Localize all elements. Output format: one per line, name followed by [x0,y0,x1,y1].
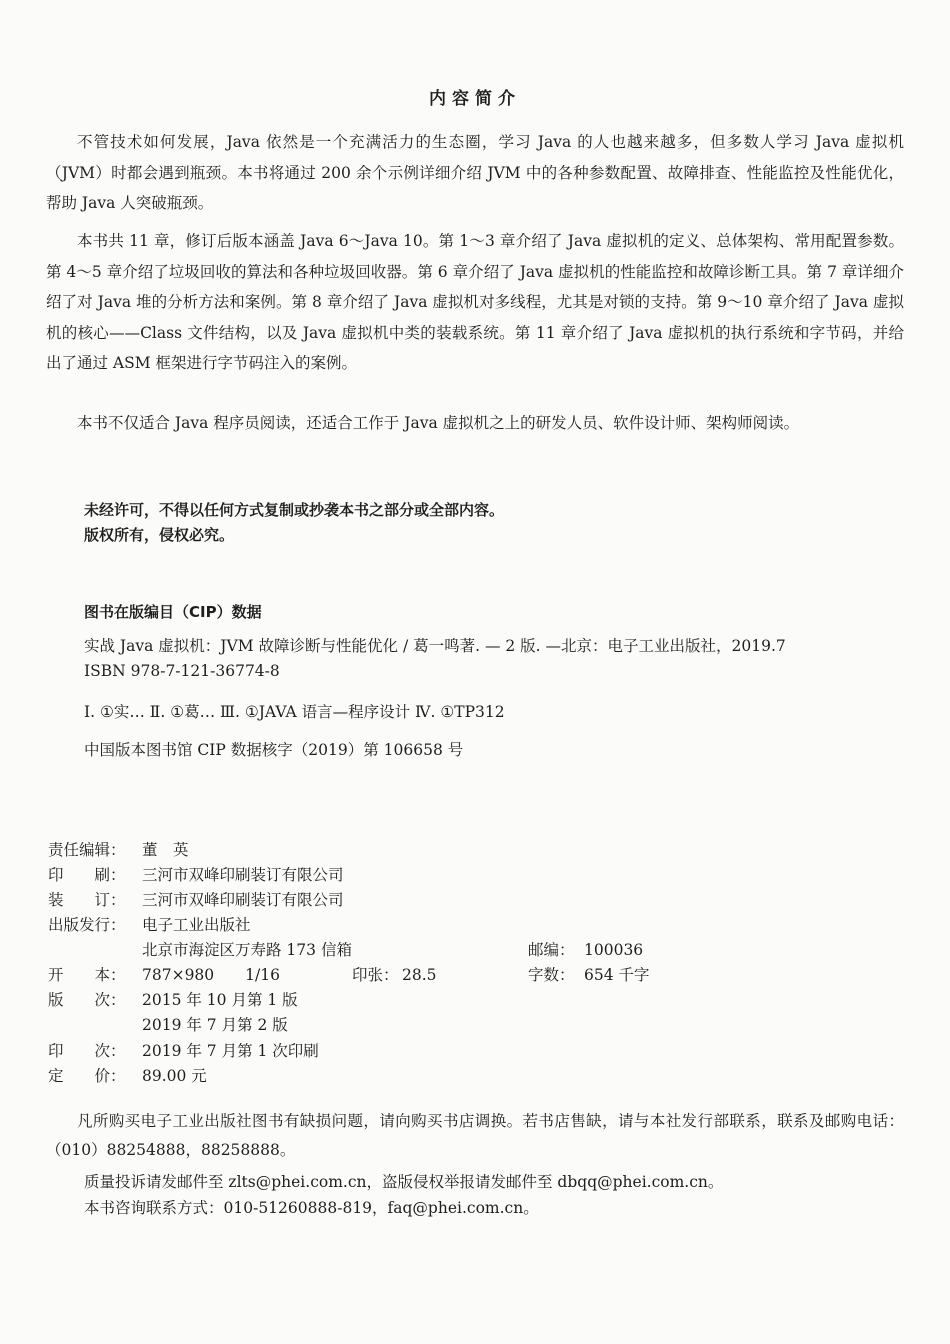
price-label: 定 价： [48,1067,126,1085]
format-label: 开 本： [48,966,126,984]
copyright-rights: 版权所有，侵权必究。 [84,526,235,544]
edition-second: 2019 年 7 月第 2 版 [142,1016,288,1034]
printer-label: 印 刷： [48,866,126,884]
binder-label: 装 订： [48,891,126,909]
printing-label: 印 次： [48,1042,126,1060]
publisher-label: 出版发行： [48,916,126,934]
editor-value: 董 英 [142,841,189,859]
intro-paragraph-1: 不管技术如何发展，Java 依然是一个充满活力的生态圈，学习 Java 的人也越来越多，但多数人学习 Java 虚拟机（JVM）时都会遇到瓶颈。本书将通过 200 余个示例详细介绍 JVM 中的各种参数配置、故障排查、性能监控及性能优化，帮助 Java 人突破瓶颈。 [46,133,904,213]
cip-record: 实战 Java 虚拟机：JVM 故障诊断与性能优化 / 葛一鸣著. — 2 版. —北京：电子工业出版社，2019.7 [84,637,786,655]
page-title: 内容简介 [429,89,521,109]
cip-classification: Ⅰ. ①实… Ⅱ. ①葛… Ⅲ. ①JAVA 语言—程序设计 Ⅳ. ①TP312 [84,703,505,721]
publisher-value: 电子工业出版社 [142,916,251,934]
consult-contact: 本书咨询联系方式：010-51260888-819，faq@phei.com.cn。 [84,1199,539,1217]
cip-number: 中国版本图书馆 CIP 数据核字（2019）第 106658 号 [84,741,464,759]
price-value: 89.00 元 [142,1067,207,1085]
printer-value: 三河市双峰印刷装订有限公司 [142,866,344,884]
complaints-contact: 质量投诉请发邮件至 zlts@phei.com.cn，盗版侵权举报请发邮件至 dbqq@phei.com.cn。 [84,1173,724,1191]
edition-first: 2015 年 10 月第 1 版 [142,991,298,1009]
binder-value: 三河市双峰印刷装订有限公司 [142,891,344,909]
sheets-label: 印张： [352,966,399,984]
words-value: 654 千字 [584,966,650,984]
edition-label: 版 次： [48,991,126,1009]
copyright-notice: 未经许可，不得以任何方式复制或抄袭本书之部分或全部内容。 [84,501,505,519]
intro-paragraph-2: 本书共 11 章，修订后版本涵盖 Java 6～Java 10。第 1～3 章介绍了 Java 虚拟机的定义、总体架构、常用配置参数。第 4～5 章介绍了垃圾回收的算法和各种垃圾回收器。第 6 章介绍了 Java 虚拟机的性能监控和故障诊断工具。第 7 章详细介绍了对 Java 堆的分析方法和案例。第 8 章介绍了 Java 虚拟机对多线程，尤其是对锁的支持。第 9～10 章介绍了 Java 虚拟机的核心——Class 文件结构，以及 Java 虚拟机中类的装载系统。第 11 章介绍了 Java 虚拟机的执行系统和字节码，并给出了通过 ASM 框架进行字节码注入的案例。 [46,232,904,373]
publisher-address: 北京市海淀区万寿路 173 信箱 [142,941,352,959]
words-label: 字数： [528,966,575,984]
format-value: 787×980 1/16 [142,966,280,984]
printing-value: 2019 年 7 月第 1 次印刷 [142,1042,319,1060]
cip-isbn: ISBN 978-7-121-36774-8 [84,662,280,680]
cip-heading: 图书在版编目（CIP）数据 [84,603,262,621]
sheets-value: 28.5 [402,966,437,984]
intro-paragraph-3: 本书不仅适合 Java 程序员阅读，还适合工作于 Java 虚拟机之上的研发人员、软件设计师、架构师阅读。 [77,414,800,432]
postcode-label: 邮编： [528,941,575,959]
postcode-value: 100036 [584,941,644,959]
purchase-notice: 凡所购买电子工业出版社图书有缺损问题，请向购买书店调换。若书店售缺，请与本社发行部联系，联系及邮购电话：（010）88254888，88258888。 [46,1112,904,1159]
editor-label: 责任编辑： [48,841,126,859]
